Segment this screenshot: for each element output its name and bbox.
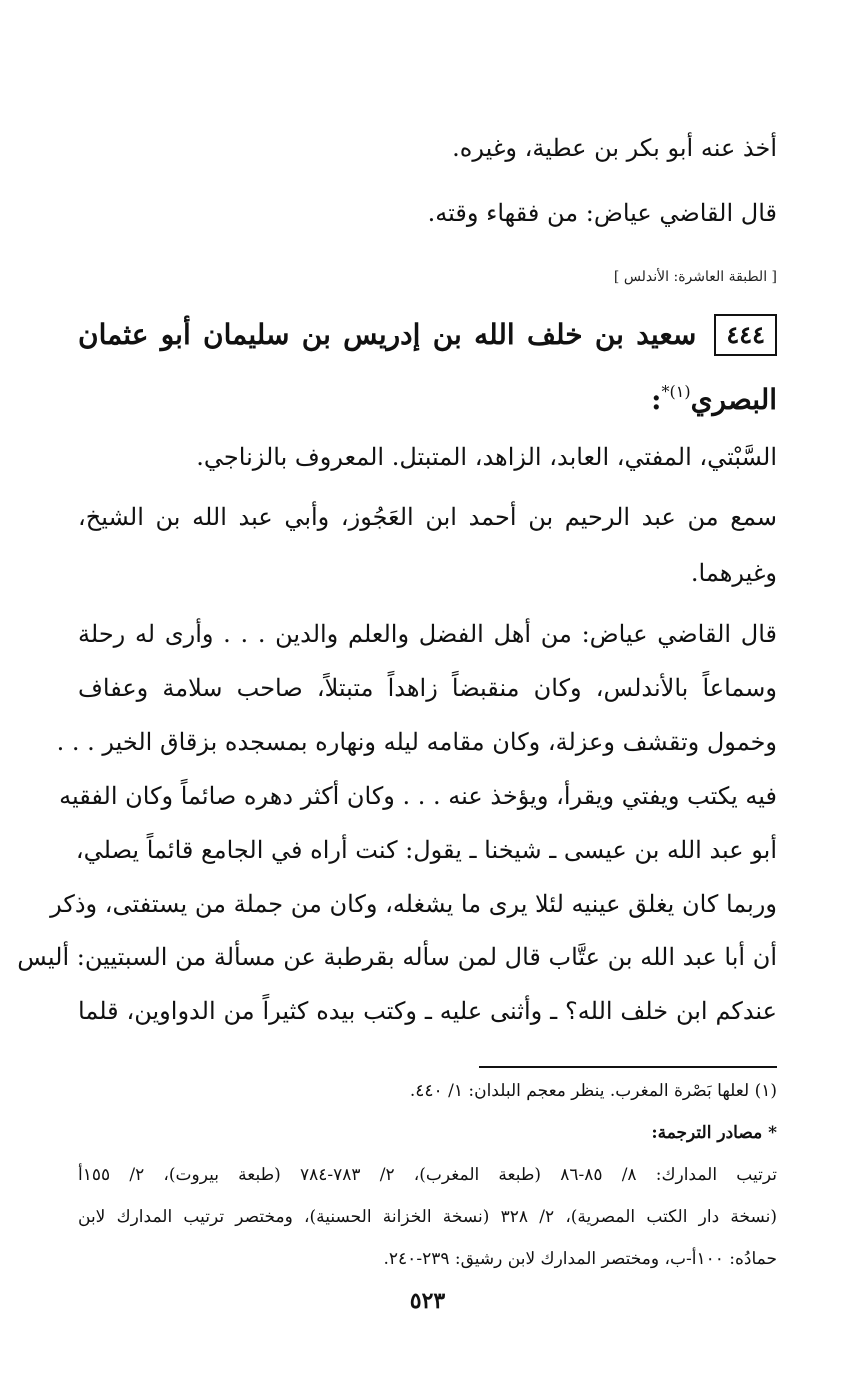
footnote-marker: (١)* [661,382,691,401]
text-line: قال القاضي عياض: من فقهاء وقته. [427,199,777,227]
entry-number: ٤٤٤ [714,314,777,356]
entry-title-nisba: البصري [690,383,777,416]
text-line: وغيرهما. [690,559,777,587]
entry-title-continued [651,370,777,422]
text-line: سمع من عبد الرحيم بن أحمد ابن العَجُوز، وأبي عبد الله بن الشيخ، [78,503,777,531]
sources-line: ترتيب المدارك: ٨/ ٨٥-٨٦ (طبعة المغرب)، ٢/ ٧٨٣-٧٨٤ (طبعة بيروت)، ٢/ ١٥٥أ [78,1165,777,1185]
text-line: السَّبْتي، المفتي، العابد، الزاهد، المتبتل. المعروف بالزناجي. [196,443,777,471]
footnote-separator [479,1066,777,1068]
entry-heading [78,311,777,359]
text-line: وربما كان يغلق عينيه لئلا يرى ما يشغله، وكان من جملة من يستفتى، وذكر [50,890,777,918]
text-line: أن أبا عبد الله بن عتَّاب قال لمن سأله بقرطبة عن مسألة من السبتيين: أليس [17,943,777,971]
text-line: أخذ عنه أبو بكر بن عطية، وغيره. [452,134,777,162]
text-line: فيه يكتب ويفتي ويقرأ، ويؤخذ عنه . . . وكان أكثر دهره صائماً وكان الفقيه [59,782,777,810]
sources-heading: * مصادر الترجمة: [651,1123,777,1143]
text-line: وسماعاً بالأندلس، وكان منقبضاً زاهداً متبتلاً، صاحب سلامة وعفاف [78,674,777,702]
footnote: (١) لعلها بَصْرة المغرب. ينظر معجم البلدان: ١/ ٤٤٠. [409,1081,777,1101]
entry-title: سعيد بن خلف الله بن إدريس بن سليمان أبو عثمان [78,318,697,351]
page-number: ٥٢٣ [409,1288,446,1314]
sources-line: (نسخة دار الكتب المصرية)، ٢/ ٣٢٨ (نسخة الخزانة الحسنية)، ومختصر ترتيب المدارك لابن [78,1207,777,1227]
section-label: [ الطبقة العاشرة: الأندلس ] [613,269,777,285]
text-line: قال القاضي عياض: من أهل الفضل والعلم والدين . . . وأرى له رحلة [78,620,777,648]
entry-title-colon: : [651,383,662,416]
text-line: أبو عبد الله بن عيسى ـ شيخنا ـ يقول: كنت أراه في الجامع قائماً يصلي، [75,836,777,864]
text-line: عندكم ابن خلف الله؟ ـ وأثنى عليه ـ وكتب بيده كثيراً من الدواوين، قلما [78,997,777,1025]
sources-line: حمادُه: ١٠٠أ-ب، ومختصر المدارك لابن رشيق: ٢٣٩-٢٤٠. [383,1249,777,1269]
text-line: وخمول وتقشف وعزلة، وكان مقامه ليله ونهاره بمسجده بزقاق الخير . . . [56,728,777,756]
